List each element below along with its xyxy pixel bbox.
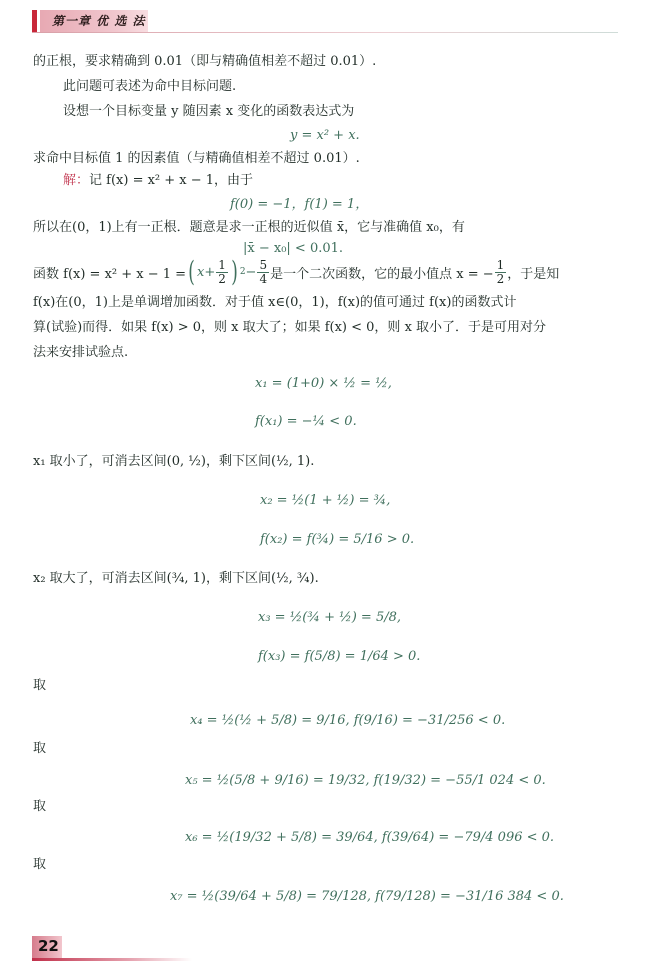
text-take: 取 xyxy=(33,741,47,756)
equation-x4: x₄ = ½(½ + 5/8) = 9/16, f(9/16) = −31/256 < 0. xyxy=(190,713,506,728)
text-line: 法来安排试验点. xyxy=(33,345,129,360)
text-segment: ，于是知 xyxy=(507,266,560,282)
text-segment: 是一个二次函数，它的最小值点 x = − xyxy=(270,266,494,282)
text-take: 取 xyxy=(33,678,47,693)
solution-line xyxy=(63,172,253,190)
equation-x1: x₁ = (1+0) × ½ = ½, xyxy=(255,376,392,391)
equation-fx3: f(x₃) = f(5/8) = 1/64 > 0. xyxy=(258,649,421,664)
text-segment: 函数 f(x) = x² + x − 1 = xyxy=(33,266,187,282)
equation-fx2: f(x₂) = f(¾) = 5/16 > 0. xyxy=(260,532,415,547)
text-line: x₁ 取小了，可消去区间(0, ½)，剩下区间(½, 1). xyxy=(33,454,315,469)
solution-label: 解： xyxy=(63,173,90,188)
chapter-header-bar xyxy=(32,10,37,32)
text-line: 算(试验)而得．如果 f(x) > 0，则 x 取大了；如果 f(x) < 0，则 x 取小了．于是可用对分 xyxy=(33,320,547,335)
equation-x6: x₆ = ½(19/32 + 5/8) = 39/64, f(39/64) = −79/4 096 < 0. xyxy=(185,830,555,845)
text-line: x₂ 取大了，可消去区间(¾, 1)，剩下区间(½, ¾). xyxy=(33,571,319,586)
footer-rule xyxy=(32,958,192,961)
equation: |x̄ − x₀| < 0.01. xyxy=(243,241,344,256)
equation: y = x² + x. xyxy=(290,128,360,143)
solution-text: 记 f(x) = x² + x − 1，由于 xyxy=(89,173,254,188)
equation-x2: x₂ = ½(1 + ½) = ¾, xyxy=(260,493,391,508)
equation-fx1: f(x₁) = −¼ < 0. xyxy=(255,414,357,429)
text-take: 取 xyxy=(33,799,47,814)
text-line: 的正根，要求精确到 0.01（即与精确值相差不超过 0.01）. xyxy=(33,54,377,69)
equation: f(0) = −1，f(1) = 1， xyxy=(230,197,369,212)
header-rule xyxy=(32,32,618,33)
equation-x7: x₇ = ½(39/64 + 5/8) = 79/128, f(79/128) = −31/16 384 < 0. xyxy=(170,889,564,904)
page-number: 22 xyxy=(38,937,59,955)
equation-x5: x₅ = ½(5/8 + 9/16) = 19/32, f(19/32) = −55/1 024 < 0. xyxy=(185,773,546,788)
equation-x3: x₃ = ½(¾ + ½) = 5/8, xyxy=(258,610,402,625)
text-line: 设想一个目标变量 y 随因素 x 变化的函数表达式为 xyxy=(63,104,355,119)
text-take: 取 xyxy=(33,857,47,872)
text-line-function: 函数 f(x) = x² + x − 1 = ( x+ $\frac{1}{2}$ ) 2 − $\frac{5}{4}$ 是一个二次函数，它的最小值点 x = − $\frac{1}{2}$ ，于是知 xyxy=(33,255,560,288)
text-line: 此问题可表述为命中目标问题. xyxy=(63,79,237,94)
text-line: f(x)在(0，1)上是单调增加函数．对于值 x∈(0，1)，f(x)的值可通过 f(x)的函数式计 xyxy=(33,295,517,310)
text-line: 所以在(0，1)上有一正根．题意是求一正根的近似值 x̄，它与准确值 x₀，有 xyxy=(33,220,465,235)
chapter-title: 第一章 优 选 法 xyxy=(52,14,146,28)
text-line: 求命中目标值 1 的因素值（与精确值相差不超过 0.01）. xyxy=(33,151,360,166)
